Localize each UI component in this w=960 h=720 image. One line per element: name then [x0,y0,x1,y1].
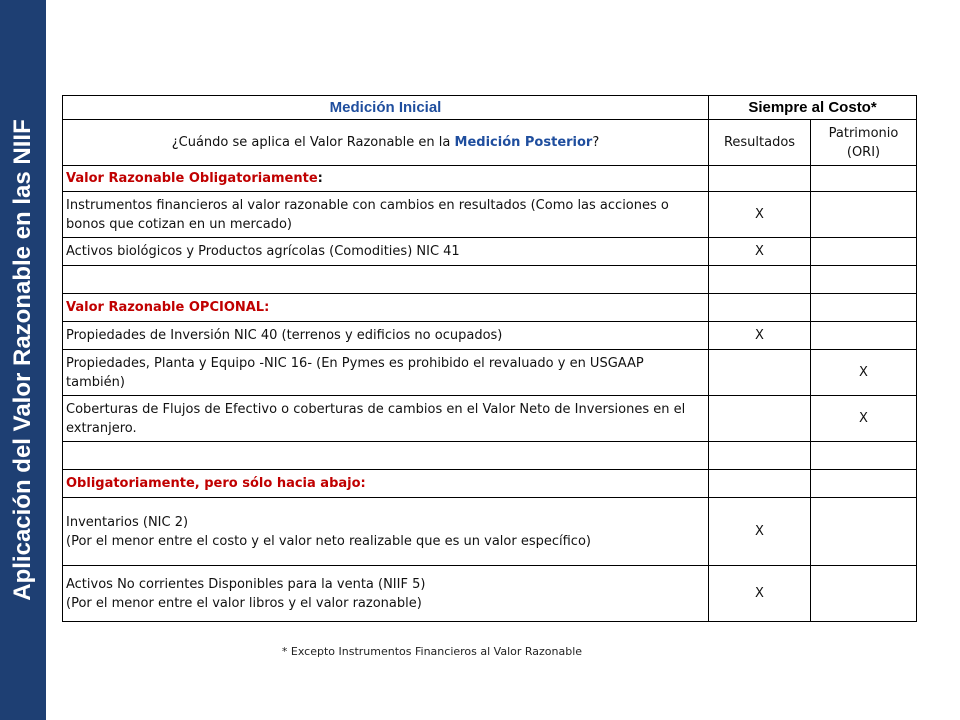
row-label [63,266,709,294]
resultados-cell [709,396,811,442]
row-label: Coberturas de Flujos de Efectivo o coberturas de cambios en el Valor Neto de Inversiones en el extranjero. [63,396,709,442]
patrimonio-cell: X [811,396,917,442]
row-label: Instrumentos financieros al valor razonable con cambios en resultados (Como las acciones o bonos que cotizan en un mercado) [63,192,709,238]
section-row [63,470,917,498]
row-label [63,442,709,470]
row-label: Propiedades, Planta y Equipo -NIC 16- (En Pymes es prohibido el revaluado y en USGAAP también) [63,350,709,396]
side-banner [0,0,46,720]
header-medicion-inicial: Medición Inicial [63,96,709,120]
patrimonio-cell: X [811,350,917,396]
row-label-line1: Inventarios (NIC 2) [66,514,189,530]
row-label [63,166,709,192]
resultados-cell [709,350,811,396]
resultados-cell: X [709,566,811,622]
patrimonio-cell [811,498,917,566]
question-suffix: ? [592,135,600,150]
col-header-patrimonio: Patrimonio (ORI) [811,120,917,166]
resultados-cell: X [709,498,811,566]
section-label: Valor Razonable OPCIONAL: [66,300,270,315]
table-row [63,238,917,266]
resultados-cell: X [709,192,811,238]
table-row [63,350,917,396]
patrimonio-cell [811,470,917,498]
patrimonio-cell [811,442,917,470]
patrimonio-cell [811,166,917,192]
row-label: Propiedades de Inversión NIC 40 (terrenos y edificios no ocupados) [63,322,709,350]
row-label: Activos biológicos y Productos agrícolas (Comodities) NIC 41 [63,238,709,266]
footnote: * Excepto Instrumentos Financieros al Valor Razonable [281,645,583,658]
row-label [63,294,709,322]
patrimonio-cell [811,192,917,238]
section-label: Valor Razonable Obligatoriamente [66,171,318,186]
table-row [63,322,917,350]
section-row [63,294,917,322]
row-label-line2: (Por el menor entre el valor libros y el valor razonable) [66,595,422,611]
section-suffix: : [317,171,323,186]
fair-value-table [62,95,917,622]
question-cell [63,120,709,166]
table-row [63,566,917,622]
resultados-cell: X [709,238,811,266]
question-row [63,120,917,166]
patrimonio-cell [811,566,917,622]
table-row [63,498,917,566]
blank-row [63,266,917,294]
row-label-line1: Activos No corrientes Disponibles para la venta (NIIF 5) [66,576,426,592]
patrimonio-cell [811,266,917,294]
question-prefix: ¿Cuándo se aplica el Valor Razonable en la [171,135,455,150]
row-label [63,470,709,498]
side-title: Aplicación del Valor Razonable en las NIIF [9,119,36,601]
header-siempre-al-costo: Siempre al Costo* [709,96,917,120]
row-label-line2: (Por el menor entre el costo y el valor neto realizable que es un valor específico) [66,533,591,549]
section-row [63,166,917,192]
blank-row [63,442,917,470]
resultados-cell [709,166,811,192]
resultados-cell [709,442,811,470]
table-row [63,192,917,238]
col-header-resultados: Resultados [709,120,811,166]
resultados-cell: X [709,322,811,350]
resultados-cell [709,294,811,322]
question-highlight: Medición Posterior [454,135,593,150]
table-row [63,396,917,442]
patrimonio-cell [811,238,917,266]
row-label [63,566,709,622]
resultados-cell [709,266,811,294]
header-row [63,96,917,120]
patrimonio-cell [811,294,917,322]
resultados-cell [709,470,811,498]
patrimonio-cell [811,322,917,350]
table-body [63,166,917,622]
row-label [63,498,709,566]
section-label: Obligatoriamente, pero sólo hacia abajo: [66,476,366,491]
